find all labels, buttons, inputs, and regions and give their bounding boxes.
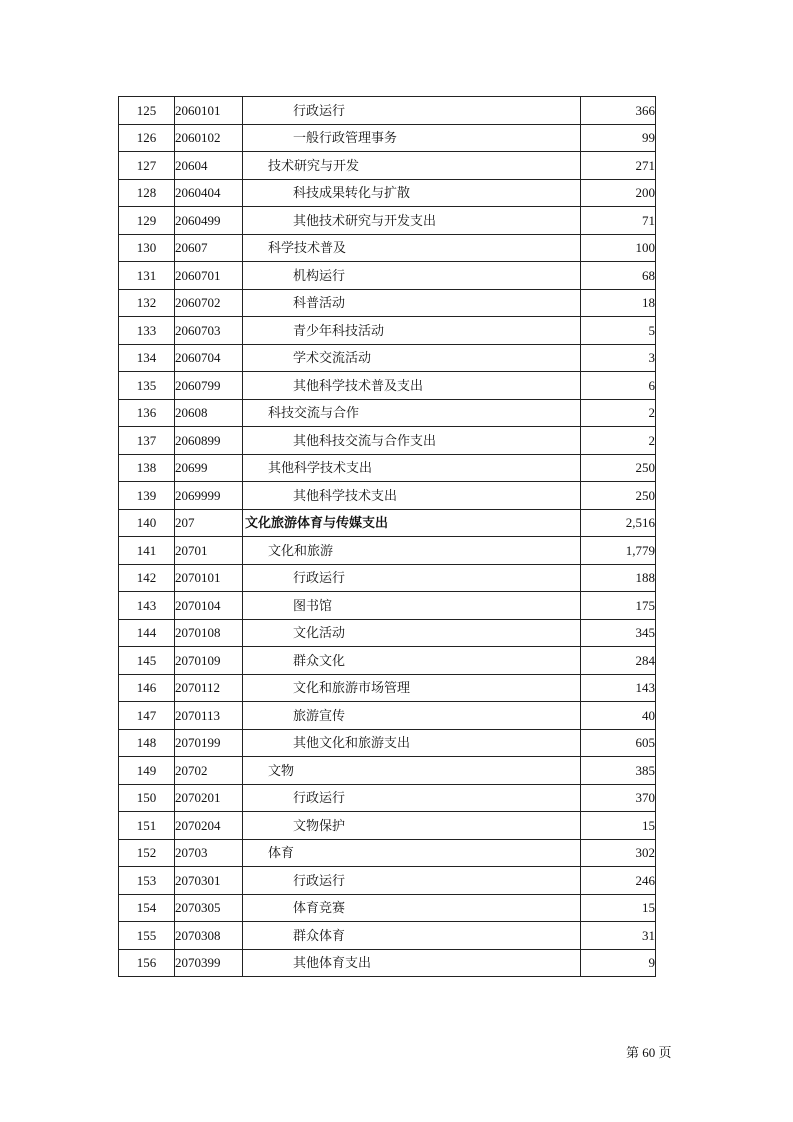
table-row [119, 179, 656, 207]
amount: 3 [581, 344, 656, 372]
amount: 302 [581, 839, 656, 867]
amount: 250 [581, 482, 656, 510]
subject-name: 文化和旅游市场管理 [243, 674, 581, 702]
row-number: 154 [119, 894, 175, 922]
subject-code: 2060899 [175, 427, 243, 455]
subject-code: 20702 [175, 757, 243, 785]
row-number: 133 [119, 317, 175, 345]
table-row [119, 234, 656, 262]
table-row [119, 757, 656, 785]
row-number: 150 [119, 784, 175, 812]
subject-name: 行政运行 [243, 784, 581, 812]
subject-code: 20699 [175, 454, 243, 482]
amount: 100 [581, 234, 656, 262]
subject-name: 科普活动 [243, 289, 581, 317]
row-number: 147 [119, 702, 175, 730]
subject-code: 2060799 [175, 372, 243, 400]
amount: 246 [581, 867, 656, 895]
table-row [119, 317, 656, 345]
table-row [119, 289, 656, 317]
subject-name: 科技成果转化与扩散 [243, 179, 581, 207]
row-number: 141 [119, 537, 175, 565]
table-row [119, 537, 656, 565]
amount: 345 [581, 619, 656, 647]
row-number: 128 [119, 179, 175, 207]
subject-code: 2060102 [175, 124, 243, 152]
table-row [119, 454, 656, 482]
row-number: 156 [119, 949, 175, 977]
table-row [119, 124, 656, 152]
subject-name: 群众体育 [243, 922, 581, 950]
table-row [119, 619, 656, 647]
subject-name: 其他科技交流与合作支出 [243, 427, 581, 455]
amount: 370 [581, 784, 656, 812]
subject-code: 2060404 [175, 179, 243, 207]
row-number: 144 [119, 619, 175, 647]
subject-code: 2070104 [175, 592, 243, 620]
amount: 2,516 [581, 509, 656, 537]
subject-code: 20607 [175, 234, 243, 262]
table-row [119, 894, 656, 922]
row-number: 146 [119, 674, 175, 702]
subject-name: 图书馆 [243, 592, 581, 620]
table-row [119, 482, 656, 510]
row-number: 151 [119, 812, 175, 840]
subject-code: 2060702 [175, 289, 243, 317]
subject-name: 行政运行 [243, 97, 581, 125]
subject-name: 文物 [243, 757, 581, 785]
row-number: 126 [119, 124, 175, 152]
subject-name: 文化旅游体育与传媒支出 [243, 509, 581, 537]
amount: 1,779 [581, 537, 656, 565]
row-number: 129 [119, 207, 175, 235]
subject-code: 2060701 [175, 262, 243, 290]
table-row [119, 152, 656, 180]
row-number: 137 [119, 427, 175, 455]
subject-code: 2060101 [175, 97, 243, 125]
subject-name: 其他技术研究与开发支出 [243, 207, 581, 235]
row-number: 152 [119, 839, 175, 867]
subject-code: 2070308 [175, 922, 243, 950]
subject-code: 2070399 [175, 949, 243, 977]
table-row [119, 97, 656, 125]
subject-name: 体育竞赛 [243, 894, 581, 922]
table-row [119, 812, 656, 840]
row-number: 155 [119, 922, 175, 950]
amount: 605 [581, 729, 656, 757]
subject-name: 青少年科技活动 [243, 317, 581, 345]
amount: 366 [581, 97, 656, 125]
amount: 143 [581, 674, 656, 702]
row-number: 132 [119, 289, 175, 317]
table-row [119, 262, 656, 290]
row-number: 149 [119, 757, 175, 785]
subject-name: 文化和旅游 [243, 537, 581, 565]
page-number: 第 60 页 [626, 1045, 672, 1060]
table-row [119, 922, 656, 950]
table-row [119, 674, 656, 702]
budget-table [118, 96, 656, 977]
row-number: 134 [119, 344, 175, 372]
table-row [119, 207, 656, 235]
amount: 200 [581, 179, 656, 207]
amount: 71 [581, 207, 656, 235]
table-row [119, 344, 656, 372]
amount: 2 [581, 427, 656, 455]
subject-code: 2070301 [175, 867, 243, 895]
amount: 6 [581, 372, 656, 400]
subject-name: 一般行政管理事务 [243, 124, 581, 152]
amount: 18 [581, 289, 656, 317]
subject-code: 2069999 [175, 482, 243, 510]
subject-name: 其他科学技术支出 [243, 454, 581, 482]
subject-name: 学术交流活动 [243, 344, 581, 372]
table-row [119, 839, 656, 867]
row-number: 135 [119, 372, 175, 400]
amount: 175 [581, 592, 656, 620]
subject-code: 20703 [175, 839, 243, 867]
table-row [119, 867, 656, 895]
table-row [119, 949, 656, 977]
amount: 2 [581, 399, 656, 427]
subject-code: 207 [175, 509, 243, 537]
table-row [119, 729, 656, 757]
row-number: 153 [119, 867, 175, 895]
amount: 31 [581, 922, 656, 950]
table-row [119, 564, 656, 592]
budget-table-body [119, 97, 656, 977]
subject-code: 2070199 [175, 729, 243, 757]
row-number: 127 [119, 152, 175, 180]
table-row [119, 399, 656, 427]
amount: 99 [581, 124, 656, 152]
row-number: 148 [119, 729, 175, 757]
row-number: 145 [119, 647, 175, 675]
subject-name: 其他文化和旅游支出 [243, 729, 581, 757]
subject-code: 2070101 [175, 564, 243, 592]
subject-code: 2070201 [175, 784, 243, 812]
row-number: 136 [119, 399, 175, 427]
row-number: 139 [119, 482, 175, 510]
table-row [119, 372, 656, 400]
table-row [119, 509, 656, 537]
amount: 284 [581, 647, 656, 675]
subject-name: 其他体育支出 [243, 949, 581, 977]
amount: 9 [581, 949, 656, 977]
table-row [119, 784, 656, 812]
subject-name: 机构运行 [243, 262, 581, 290]
amount: 15 [581, 812, 656, 840]
subject-name: 科学技术普及 [243, 234, 581, 262]
subject-code: 2070108 [175, 619, 243, 647]
row-number: 140 [119, 509, 175, 537]
amount: 15 [581, 894, 656, 922]
table-row [119, 702, 656, 730]
subject-name: 文化活动 [243, 619, 581, 647]
subject-name: 群众文化 [243, 647, 581, 675]
subject-name: 其他科学技术支出 [243, 482, 581, 510]
subject-code: 2070109 [175, 647, 243, 675]
subject-code: 2070113 [175, 702, 243, 730]
amount: 188 [581, 564, 656, 592]
row-number: 131 [119, 262, 175, 290]
amount: 250 [581, 454, 656, 482]
row-number: 142 [119, 564, 175, 592]
subject-name: 科技交流与合作 [243, 399, 581, 427]
subject-name: 体育 [243, 839, 581, 867]
subject-code: 20701 [175, 537, 243, 565]
subject-code: 2060499 [175, 207, 243, 235]
table-row [119, 647, 656, 675]
subject-code: 2070112 [175, 674, 243, 702]
subject-name: 行政运行 [243, 867, 581, 895]
row-number: 143 [119, 592, 175, 620]
amount: 68 [581, 262, 656, 290]
amount: 40 [581, 702, 656, 730]
table-row [119, 427, 656, 455]
amount: 5 [581, 317, 656, 345]
subject-code: 2070204 [175, 812, 243, 840]
subject-name: 旅游宣传 [243, 702, 581, 730]
subject-code: 2070305 [175, 894, 243, 922]
row-number: 125 [119, 97, 175, 125]
subject-code: 2060704 [175, 344, 243, 372]
subject-name: 技术研究与开发 [243, 152, 581, 180]
amount: 271 [581, 152, 656, 180]
subject-code: 2060703 [175, 317, 243, 345]
subject-name: 其他科学技术普及支出 [243, 372, 581, 400]
subject-code: 20604 [175, 152, 243, 180]
row-number: 130 [119, 234, 175, 262]
subject-name: 文物保护 [243, 812, 581, 840]
subject-name: 行政运行 [243, 564, 581, 592]
row-number: 138 [119, 454, 175, 482]
table-row [119, 592, 656, 620]
subject-code: 20608 [175, 399, 243, 427]
amount: 385 [581, 757, 656, 785]
